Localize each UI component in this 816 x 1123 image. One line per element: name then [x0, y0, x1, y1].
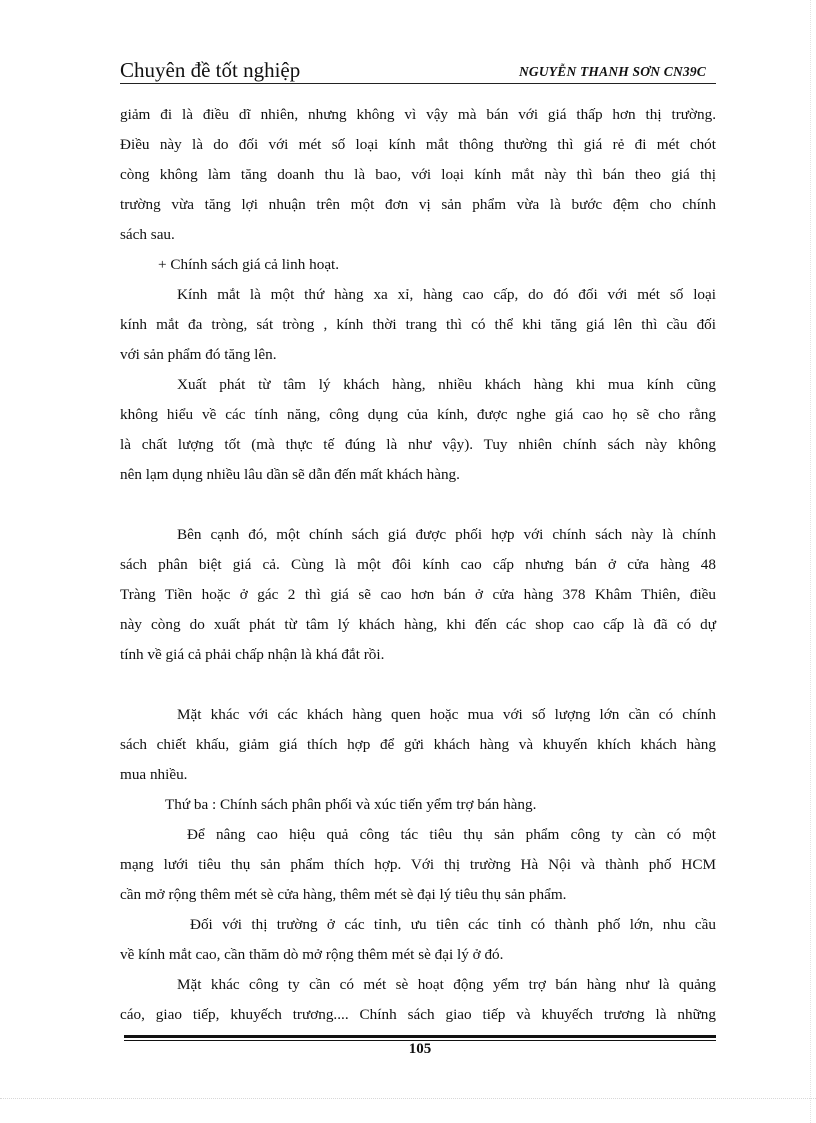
text-line: cần mở rộng thêm mét sè cửa hàng, thêm mét sè đại lý tiêu thụ sản phẩm.: [120, 886, 567, 903]
text-line: Tràng Tiền hoặc ở gác 2 thì giá sẽ cao hơn bán ở cửa hàng 378 Khâm Thiên, điều: [120, 586, 716, 603]
header-author: NGUYỄN THANH SƠN CN39C: [518, 64, 706, 79]
text-line: tính về giá cả phải chấp nhận là khá đắt rồi.: [120, 646, 385, 663]
text-line: Bên cạnh đó, một chính sách giá được phối hợp với chính sách này là chính: [177, 526, 716, 543]
text-line: trường vừa tăng lợi nhuận trên một đơn vị sản phẩm vừa là bước đệm cho chính: [120, 196, 716, 213]
text-line: mạng lưới tiêu thụ sản phẩm thích hợp. Với thị trường Hà Nội và thành phố HCM: [120, 856, 716, 873]
page-number: 105: [408, 1041, 432, 1057]
text-line: là chất lượng tốt (mà thực tế đúng là như vậy). Tuy nhiên chính sách này không: [120, 436, 716, 453]
header-title: Chuyên đề tốt nghiệp: [120, 58, 301, 82]
text-line: Để nâng cao hiệu quả công tác tiêu thụ sản phẩm công ty càn có một: [187, 826, 716, 843]
text-line: sách chiết khấu, giảm giá thích hợp để gửi khách hàng và khuyến khích khách hàng: [120, 736, 716, 753]
text-line: sách phân biệt giá cả. Cùng là một đôi kính cao cấp nhưng bán ở cửa hàng 48: [120, 556, 716, 573]
text-line: kính mắt đa tròng, sát tròng , kính thời trang thì có thể khi tăng giá lên thì cầu đối: [120, 316, 716, 333]
page-right-border: [810, 0, 811, 1123]
text-line: Điều này là do đối với mét số loại kính mắt thông thường thì giá rẻ đi mét chót: [120, 136, 716, 153]
text-line: + Chính sách giá cả linh hoạt.: [158, 256, 340, 273]
text-line: Đối với thị trường ở các tỉnh, ưu tiên các tỉnh có thành phố lớn, nhu cầu: [190, 916, 716, 933]
page-bottom-border: [0, 1098, 816, 1099]
header-rule: [120, 83, 716, 84]
text-line: về kính mắt cao, cần thăm dò mở rộng thêm mét sè đại lý ở đó.: [120, 946, 504, 963]
text-line: với sản phẩm đó tăng lên.: [120, 346, 277, 363]
text-line: Kính mắt là một thứ hàng xa xỉ, hàng cao cấp, do đó đối với mét số loại: [177, 286, 716, 303]
text-line: này còng do xuất phát từ tâm lý khách hàng, khi đến các shop cao cấp là đã có dự: [120, 616, 716, 633]
text-line: mua nhiều.: [120, 766, 188, 783]
text-line: giảm đi là điều dĩ nhiên, nhưng không vì vậy mà bán với giá thấp hơn thị trường.: [120, 106, 716, 123]
text-line: sách sau.: [120, 226, 175, 243]
footer-rule-thick: [124, 1035, 716, 1038]
text-line: không hiểu về các tính năng, công dụng của kính, được nghe giá cao họ sẽ cho rằng: [120, 406, 716, 423]
text-line: còng không làm tăng doanh thu là bao, với loại kính mắt này thì bán theo giá thị: [120, 166, 716, 183]
page-header: [120, 58, 716, 86]
text-line: Thứ ba : Chính sách phân phối và xúc tiến yểm trợ bán hàng.: [165, 796, 537, 813]
text-line: Mặt khác công ty cần có mét sè hoạt động yểm trợ bán hàng như là quảng: [177, 976, 716, 993]
text-line: Mặt khác với các khách hàng quen hoặc mua với số lượng lớn cần có chính: [177, 706, 716, 723]
text-line: Xuất phát từ tâm lý khách hàng, nhiều khách hàng khi mua kính cũng: [177, 376, 716, 393]
text-line: nên lạm dụng nhiều lâu dần sẽ dẫn đến mất khách hàng.: [120, 466, 460, 483]
text-line: cáo, giao tiếp, khuyếch trương.... Chính sách giao tiếp và khuyếch trương là những: [120, 1006, 716, 1023]
